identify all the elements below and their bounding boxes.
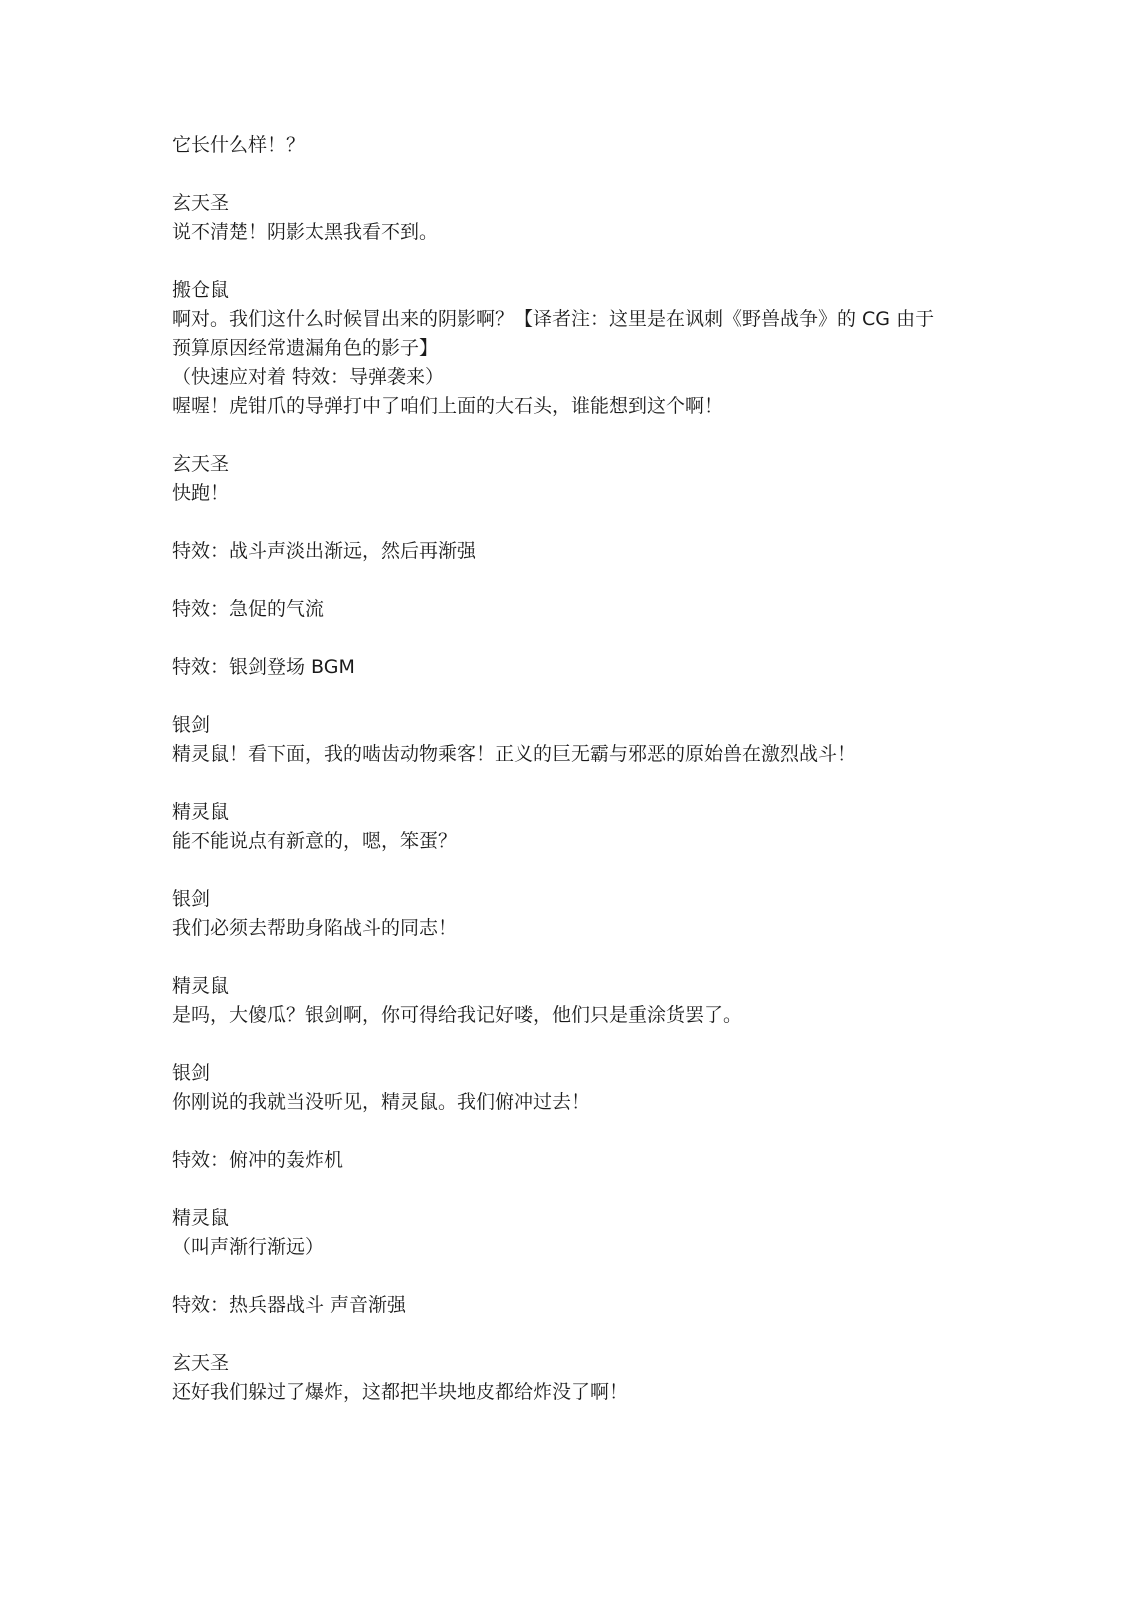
- speaker-name: 精灵鼠: [172, 975, 230, 997]
- script-line: 我们必须去帮助身陷战斗的同志！: [172, 917, 458, 939]
- speaker-name: 精灵鼠: [172, 801, 230, 823]
- blank-line: [172, 1117, 972, 1146]
- blank-line: [172, 769, 972, 798]
- speaker-name: 玄天圣: [172, 1352, 230, 1374]
- blank-line: [172, 508, 972, 537]
- speaker-name: 搬仓鼠: [172, 279, 230, 301]
- stage-direction: （叫声渐行渐远）: [172, 1236, 325, 1258]
- blank-line: [172, 160, 972, 189]
- sound-effect: 特效：战斗声淡出渐远，然后再渐强: [172, 540, 477, 562]
- speaker-name: 精灵鼠: [172, 1207, 230, 1229]
- sound-effect: 特效：俯冲的轰炸机: [172, 1149, 344, 1171]
- script-line: 预算原因经常遗漏角色的影子】: [172, 337, 439, 359]
- blank-line: [172, 566, 972, 595]
- blank-line: [172, 247, 972, 276]
- sound-effect: 特效：急促的气流: [172, 598, 325, 620]
- script-line: 快跑！: [172, 482, 230, 504]
- blank-line: [172, 943, 972, 972]
- script-line: 能不能说点有新意的，嗯，笨蛋？: [172, 830, 458, 852]
- sound-effect: 特效：银剑登场 BGM: [172, 656, 355, 678]
- stage-direction: （快速应对着 特效：导弹袭来）: [172, 366, 445, 388]
- speaker-name: 银剑: [172, 888, 211, 910]
- blank-line: [172, 421, 972, 450]
- speaker-name: 银剑: [172, 714, 211, 736]
- script-line: 你刚说的我就当没听见，精灵鼠。我们俯冲过去！: [172, 1091, 591, 1113]
- script-line: 精灵鼠！看下面，我的啮齿动物乘客！正义的巨无霸与邪恶的原始兽在激烈战斗！: [172, 743, 857, 765]
- script-line: 啊对。我们这什么时候冒出来的阴影啊？【译者注：这里是在讽刺《野兽战争》的 CG 由于: [172, 308, 935, 330]
- blank-line: [172, 682, 972, 711]
- speaker-name: 玄天圣: [172, 453, 230, 475]
- script-line: 是吗，大傻瓜？银剑啊，你可得给我记好喽，他们只是重涂货罢了。: [172, 1004, 743, 1026]
- blank-line: [172, 624, 972, 653]
- script-line: 说不清楚！阴影太黑我看不到。: [172, 221, 439, 243]
- script-line: 喔喔！虎钳爪的导弹打中了咱们上面的大石头，谁能想到这个啊！: [172, 395, 724, 417]
- blank-line: [172, 856, 972, 885]
- sound-effect: 特效：热兵器战斗 声音渐强: [172, 1294, 407, 1316]
- script-page: [172, 131, 972, 1407]
- blank-line: [172, 1175, 972, 1204]
- speaker-name: 玄天圣: [172, 192, 230, 214]
- blank-line: [172, 1262, 972, 1291]
- script-line: 它长什么样！？: [172, 134, 306, 156]
- script-line: 还好我们躲过了爆炸，这都把半块地皮都给炸没了啊！: [172, 1381, 629, 1403]
- speaker-name: 银剑: [172, 1062, 211, 1084]
- blank-line: [172, 1320, 972, 1349]
- blank-line: [172, 1030, 972, 1059]
